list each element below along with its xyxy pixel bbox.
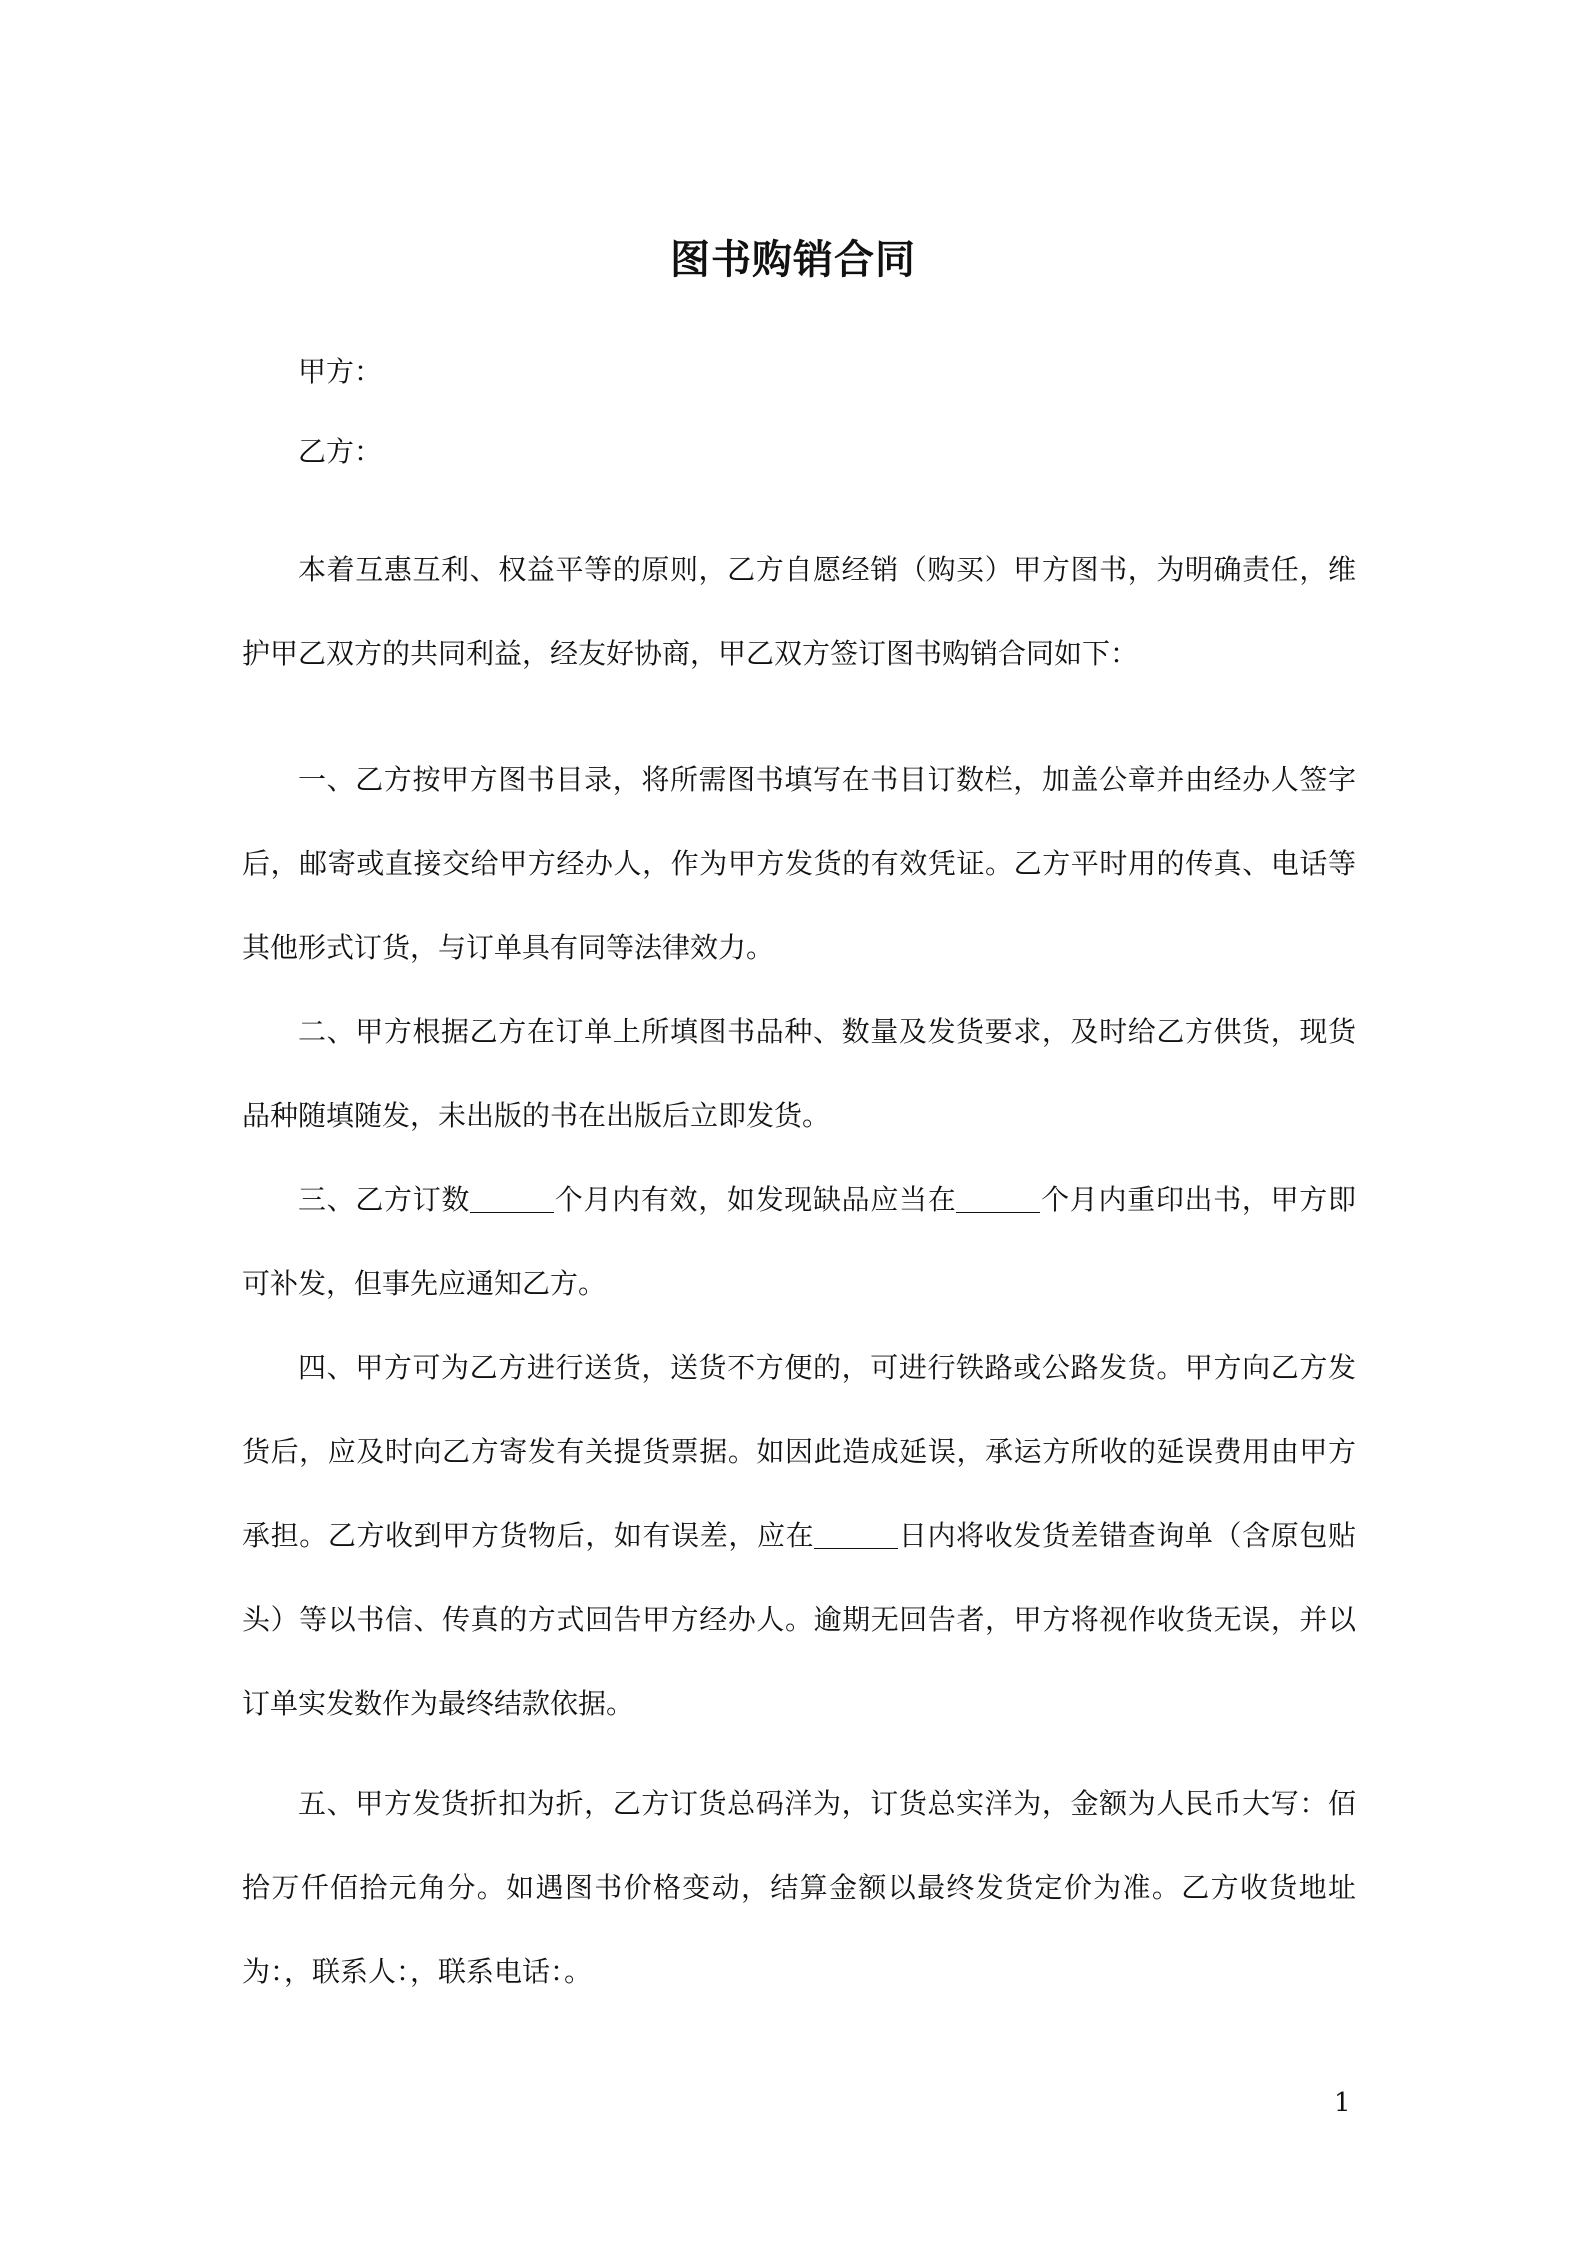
blank-line: [814, 1518, 898, 1549]
party-b-label: 乙方：: [298, 435, 383, 468]
blank-line: [956, 1182, 1040, 1213]
preamble-paragraph: 本着互惠互利、权益平等的原则，乙方自愿经销（购买）甲方图书，为明确责任，维护甲乙双方的共同利益，经友好协商，甲乙双方签订图书购销合同如下：: [242, 553, 1356, 670]
clause-5: 五、甲方发货折扣为折，乙方订货总码洋为，订货总实洋为，金额为人民币大写：佰拾万仟佰拾元角分。如遇图书价格变动，结算金额以最终发货定价为准。乙方收货地址为：，联系人：，联系电话：。: [242, 1787, 1356, 1988]
clause-4-text-1: 四、甲方可为乙方进行送货，送货不方便的，可进行铁路或公路发货。甲方向乙方发货后，应及时向乙方寄发有关提货票据。如因此造成延误，承运方所收的延误费用由甲方承担。乙方收到甲方货物后，如有误差，应在: [242, 1351, 1356, 1552]
blank-line: [470, 1182, 554, 1213]
clause-1: 一、乙方按甲方图书目录，将所需图书填写在书目订数栏，加盖公章并由经办人签字后，邮寄或直接交给甲方经办人，作为甲方发货的有效凭证。乙方平时用的传真、电话等其他形式订货，与订单具有同等法律效力。: [242, 763, 1356, 964]
clause-3: [242, 1158, 1356, 1326]
party-a-label: 甲方：: [298, 355, 383, 388]
clause-3-text-3: 个月内重印出书，甲方即可补发，但事先应通知乙方。: [242, 1183, 1356, 1300]
clause-3-text-1: 三、乙方订数: [298, 1183, 471, 1216]
page-number: 1: [1334, 2088, 1351, 2118]
clause-2: 二、甲方根据乙方在订单上所填图书品种、数量及发货要求，及时给乙方供货，现货品种随填随发，未出版的书在出版后立即发货。: [242, 1015, 1356, 1132]
clause-4-text-2: 日内将收发货差错查询单（含原包贴头）等以书信、传真的方式回告甲方经办人。逾期无回告者，甲方将视作收货无误，并以订单实发数作为最终结款依据。: [242, 1519, 1356, 1720]
clause-4: [242, 1326, 1356, 1746]
clause-3-text-2: 个月内有效，如发现缺品应当在: [554, 1183, 957, 1216]
document-title: 图书购销合同: [670, 237, 916, 283]
